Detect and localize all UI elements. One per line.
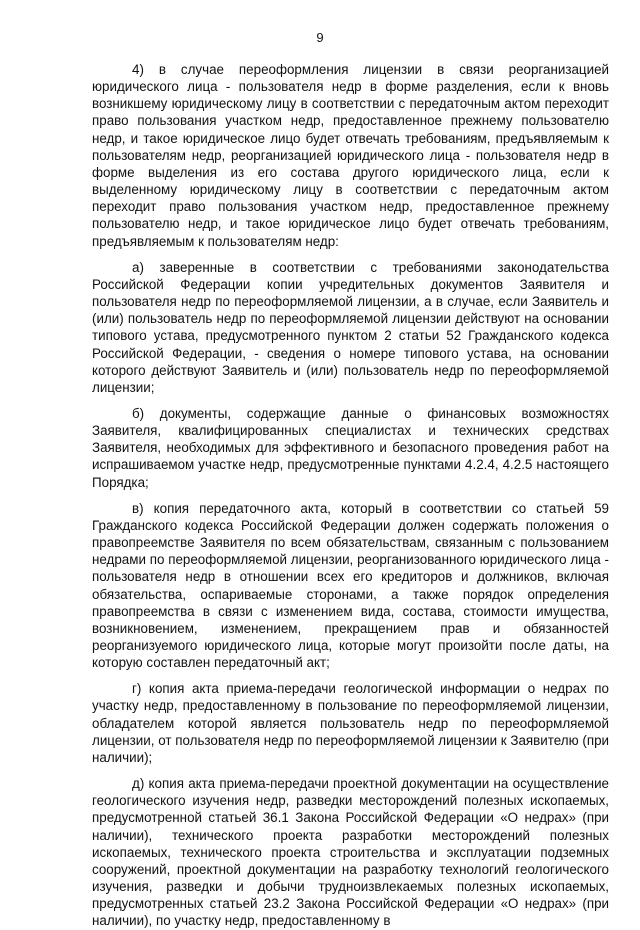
- document-body: [92, 61, 609, 930]
- paragraph-subitem-a: а) заверенные в соответствии с требованиями законодательства Российской Федерации копии учредительных документов Заявителя и пользователя недр по переоформляемой лицензии, а в случае, если Заявитель и (или) пользователь недр по переоформляемой лицензии действуют на основании типового устава, предусмотренного пунктом 2 статьи 52 Гражданского кодекса Российской Федерации, - сведения о номере типового устава, на основании которого действуют Заявитель и (или) пользователь недр по переоформляемой лицензии;: [92, 259, 609, 395]
- paragraph-subitem-v: в) копия передаточного акта, который в соответствии со статьей 59 Гражданского кодекса Российской Федерации должен содержать положения о правопреемстве Заявителя по всем обязательствам, связанным с пользованием недрами по переоформляемой лицензии, реорганизованного юридического лица - пользователя недр в отношении всех его кредиторов и должников, включая обязательства, оспариваемые сторонами, а также порядок определения правопреемства в связи с изменением вида, состава, стоимости имущества, возникновением, изменением, прекращением прав и обязанностей реорганизуемого юридического лица, которые могут произойти после даты, на которую составлен передаточный акт;: [92, 500, 609, 671]
- paragraph-subitem-b: б) документы, содержащие данные о финансовых возможностях Заявителя, квалифицированных специалистах и технических средствах Заявителя, необходимых для эффективного и безопасного проведения работ на испрашиваемом участке недр, предусмотренные пунктами 4.2.4, 4.2.5 настоящего Порядка;: [92, 405, 609, 490]
- paragraph-subitem-g: г) копия акта приема-передачи геологической информации о недрах по участку недр, предоставленному в пользование по переоформляемой лицензии, обладателем которой является пользователь недр по переоформляемой лицензии, от пользователя недр по переоформляемой лицензии к Заявителю (при наличии);: [92, 681, 609, 765]
- page-number: 9: [316, 30, 324, 45]
- paragraph-item-4: 4) в случае переоформления лицензии в связи реорганизацией юридического лица - пользователя недр в форме разделения, если к вновь возникшему юридическому лицу в соответствии с передаточным актом переходит право пользования участком недр, предоставленное прежнему пользователю недр, и такое юридическое лицо будет отвечать требованиям, предъявляемым к пользователям недр, реорганизацией юридического лица - пользователя недр в форме выделения из его состава другого юридического лица, если к выделенному юридическому лицу в соответствии с передаточным актом переходит право пользования участком недр, предоставленное прежнему пользователю недр, и такое юридическое лицо будет отвечать требованиям, предъявляемым к пользователям недр:: [92, 62, 609, 249]
- paragraph-subitem-d: д) копия акта приема-передачи проектной документации на осуществление геологического изучения недр, разведки месторождений полезных ископаемых, предусмотренной статьей 36.1 Закона Российской Федерации «О недрах» (при наличии), технического проекта разработки месторождений полезных ископаемых, технического проекта строительства и эксплуатации подземных сооружений, проектной документации на разработку технологий геологического изучения, разведки и добычи трудноизвлекаемых полезных ископаемых, предусмотренных статьей 23.2 Закона Российской Федерации «О недрах» (при наличии), по участку недр, предоставленному в: [92, 776, 609, 929]
